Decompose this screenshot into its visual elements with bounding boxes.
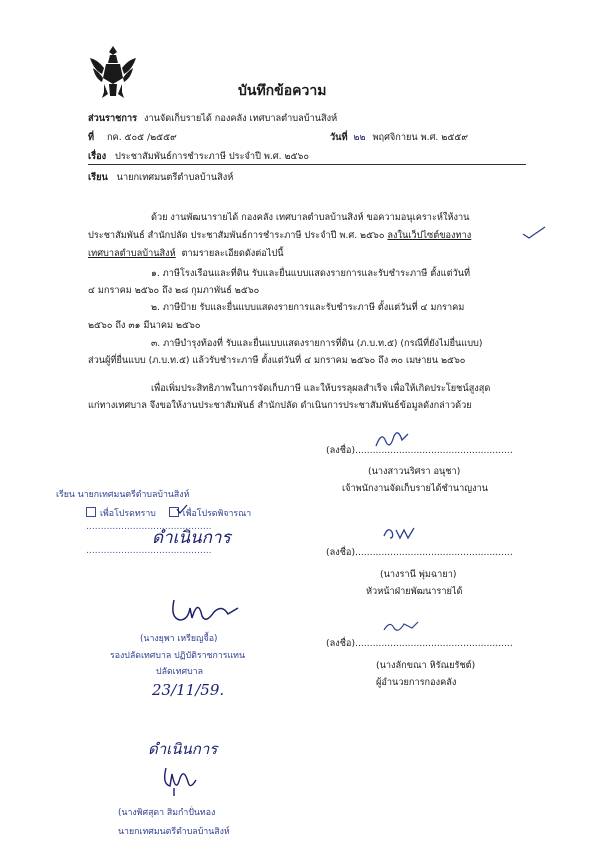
closing-line-1: เพื่อเพิ่มประสิทธิภาพในการจัดเก็บภาษี และให้บรรลุผลสำเร็จ เพื่อให้เกิดประโยชน์สูงสุด (151, 383, 491, 394)
item-3-line-2: ส่วนผู้ที่ยื่นแบบ (ภ.บ.ท.๕) แล้วรับชำระภาษี ตั้งแต่วันที่ ๔ มกราคม ๒๕๖๐ ถึง ๓๐ เมษายน ๒๕๖๐ (88, 355, 466, 366)
signature-deputy (168, 594, 242, 628)
stamp-to-line: เรียน นายกเทศมนตรีตำบลบ้านสิงห์ (56, 490, 190, 500)
intro-line-2 (88, 228, 471, 243)
number-line (88, 130, 177, 145)
intro-line-3 (88, 246, 284, 261)
sign-2-position: หัวหน้าฝ่ายพัฒนารายได้ (366, 586, 463, 597)
deputy-name: (นางยุพา เหรียญจื้อ) (140, 634, 218, 644)
stamp-dots-2: ........................................... (86, 545, 212, 556)
sign-3-prefix: (ลงชื่อ) (326, 638, 356, 649)
sign-1-prefix: (ลงชื่อ) (326, 445, 356, 456)
check-mark-icon (522, 226, 546, 240)
sign-3-position: ผู้อำนวยการกองคลัง (376, 677, 457, 688)
item-2-line-2: ๒๕๖๐ ถึง ๓๑ มีนาคม ๒๕๖๐ (88, 320, 201, 331)
intro-line-2a: ประชาสัมพันธ์ สำนักปลัด ประชาสัมพันธ์การชำระภาษี ประจำปี พ.ศ. ๒๕๖๐ (88, 230, 385, 241)
to-value: นายกเทศมนตรีตำบลบ้านสิงห์ (116, 172, 234, 183)
sign-3-name: (นางลักขณา หิรัณยรัชต์) (376, 660, 476, 671)
subject-label: เรื่อง (88, 151, 107, 162)
item-1-line-1: ๑. ภาษีโรงเรือนและที่ดิน รับและยื่นแบบแสดงรายการและรับชำระภาษี ตั้งแต่วันที่ (151, 268, 471, 279)
subject-line (88, 149, 309, 164)
date-rest: พฤศจิกายน พ.ศ. ๒๕๕๙ (372, 132, 468, 143)
garuda-emblem-icon (88, 44, 138, 100)
sign-2-dots: ...................................................... (355, 547, 513, 558)
item-2-line-1: ๒. ภาษีป้าย รับและยื่นแบบแสดงรายการและรับชำระภาษี ตั้งแต่วันที่ ๔ มกราคม (151, 302, 465, 313)
item-3-line-1: ๓. ภาษีบำรุงท้องที่ รับและยื่นแบบแสดงรายการที่ดิน (ภ.บ.ท.๕) (กรณีที่ยังไม่ยื่นแบบ) (151, 338, 483, 349)
sign-2-line (326, 545, 513, 560)
intro-line-1: ด้วย งานพัฒนารายได้ กองคลัง เทศบาลตำบลบ้านสิงห์ ขอความอนุเคราะห์ให้งาน (151, 212, 470, 223)
subject-value: ประชาสัมพันธ์การชำระภาษี ประจำปี พ.ศ. ๒๕๖๐ (115, 151, 309, 162)
date-line (330, 130, 468, 145)
sign-1-line (326, 443, 513, 458)
intro-line-3a: เทศบาลตำบลบ้านสิงห์ (88, 248, 176, 259)
to-line (88, 170, 233, 185)
sign-2-prefix: (ลงชื่อ) (326, 547, 356, 558)
stamp-options (86, 506, 251, 520)
intro-line-2b: ลงในเว็ปไซต์ของทาง (387, 230, 472, 241)
handwritten-date: 23/11/59. (152, 681, 225, 699)
date-day: ๒๒ (353, 132, 366, 143)
signature-3 (380, 616, 420, 636)
closing-line-2: แก่ทางเทศบาล จึงขอให้งานประชาสัมพันธ์ สำนักปลัด ดำเนินการประชาสัมพันธ์ข้อมูลดังกล่าวด้วย (88, 400, 472, 411)
agency-label: ส่วนราชการ (88, 113, 138, 124)
stamp-dots-1: ........................................... (86, 521, 212, 532)
number-label: ที่ (88, 132, 95, 143)
handwritten-note: ดำเนินการ (152, 528, 231, 548)
agency-value: งานจัดเก็บรายได้ กองคลัง เทศบาลตำบลบ้านสิงห์ (143, 113, 338, 124)
deputy-title-2: ปลัดเทศบาล (156, 667, 203, 677)
agency-line (88, 111, 337, 126)
signature-mayor (160, 764, 200, 798)
sign-3-line (326, 636, 513, 651)
to-label: เรียน (88, 172, 108, 183)
sign-1-dots: ...................................................... (355, 445, 513, 456)
intro-line-3b: ตามรายละเอียดดังต่อไปนี้ (181, 248, 284, 259)
inform-checkbox: เพื่อโปรดทราบ (86, 509, 156, 519)
deputy-title-1: รองปลัดเทศบาล ปฏิบัติราชการแทน (110, 651, 245, 661)
handwritten-order: ดำเนินการ (148, 740, 218, 758)
sign-1-name: (นางสาวนริศรา อนุชา) (368, 466, 461, 477)
checkbox-tick-icon (176, 504, 188, 514)
signature-2 (382, 524, 420, 542)
item-1-line-2: ๔ มกราคม ๒๕๖๐ ถึง ๒๘ กุมภาพันธ์ ๒๕๖๐ (88, 285, 260, 296)
memo-title: บันทึกข้อความ (238, 83, 327, 99)
mayor-name: (นางพิศสุดา สิมกำปั่นทอง (118, 808, 216, 818)
mayor-title: นายกเทศมนตรีตำบลบ้านสิงห์ (118, 827, 230, 837)
sign-3-dots: ...................................................... (355, 638, 513, 649)
sign-2-name: (นางรานี พุ่มฉายา) (380, 569, 457, 580)
date-label: วันที่ (330, 132, 348, 143)
sign-1-position: เจ้าพนักงานจัดเก็บรายได้ชำนาญงาน (342, 483, 489, 494)
consider-checkbox: เพื่อโปรดพิจารณา (169, 509, 252, 519)
number-value: กค. ๕๐๕ /๒๕๕๙ (106, 132, 177, 143)
header-rule (88, 164, 526, 165)
